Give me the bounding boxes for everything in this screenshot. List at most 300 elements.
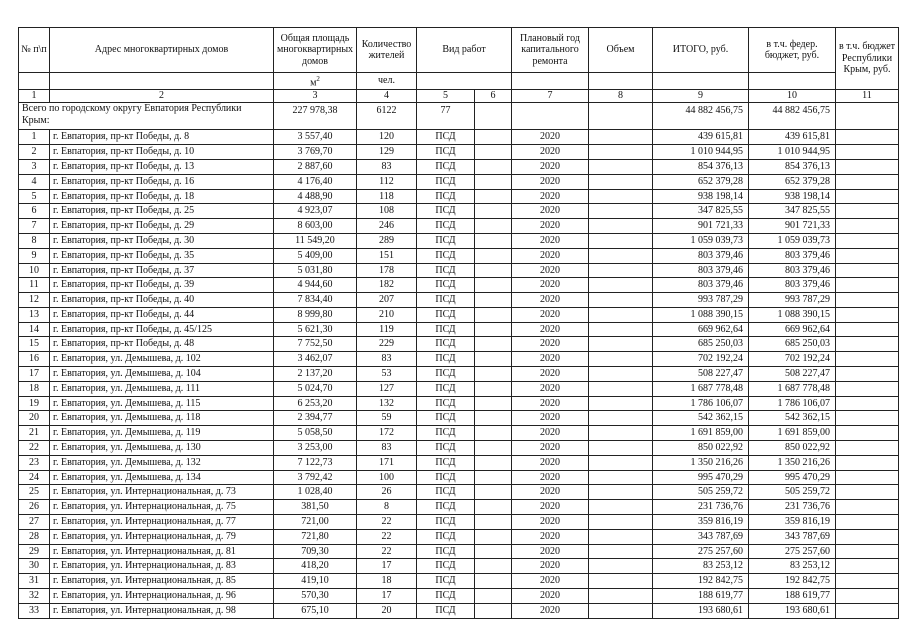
row-total: 850 022,92 [653,441,749,456]
row-number: 20 [19,411,50,426]
row-federal: 359 816,19 [749,515,836,530]
row-total: 1 010 944,95 [653,145,749,160]
row-number: 8 [19,233,50,248]
total-area: 227 978,38 [274,103,357,130]
row-year: 2020 [512,130,589,145]
row-work-type: ПСД [417,293,475,308]
row-year: 2020 [512,559,589,574]
row-area: 721,80 [274,529,357,544]
row-total: 1 786 106,07 [653,396,749,411]
header-federal: в т.ч. федер. бюджет, руб. [749,28,836,73]
row-area: 709,30 [274,544,357,559]
total-federal: 44 882 456,75 [749,103,836,130]
row-area: 4 923,07 [274,204,357,219]
row-federal: 1 010 944,95 [749,145,836,160]
row-number: 31 [19,574,50,589]
column-number: 4 [357,90,417,103]
row-work-type: ПСД [417,441,475,456]
row-total: 1 691 859,00 [653,426,749,441]
column-number: 7 [512,90,589,103]
row-work-type: ПСД [417,589,475,604]
row-number: 7 [19,219,50,234]
row-work-type: ПСД [417,204,475,219]
row-residents: 229 [357,337,417,352]
table-row [19,411,899,426]
row-total: 669 962,64 [653,322,749,337]
row-residents: 83 [357,352,417,367]
row-address: г. Евпатория, ул. Интернациональная, д. 83 [50,559,274,574]
row-federal: 275 257,60 [749,544,836,559]
row-federal: 1 088 390,15 [749,307,836,322]
row-residents: 17 [357,589,417,604]
header-year: Плановый год капитального ремонта [512,28,589,73]
row-number: 3 [19,159,50,174]
row-year: 2020 [512,381,589,396]
row-number: 1 [19,130,50,145]
row-total: 439 615,81 [653,130,749,145]
total-label: Всего по городскому округу Евпатория Республики Крым: [19,103,274,130]
row-address: г. Евпатория, ул. Демышева, д. 132 [50,455,274,470]
row-number: 26 [19,500,50,515]
row-year: 2020 [512,529,589,544]
row-area: 7 752,50 [274,337,357,352]
table-row [19,470,899,485]
table-row [19,441,899,456]
row-address: г. Евпатория, пр-кт Победы, д. 16 [50,174,274,189]
column-number: 8 [589,90,653,103]
row-federal: 1 350 216,26 [749,455,836,470]
row-number: 33 [19,603,50,618]
row-total: 343 787,69 [653,529,749,544]
row-residents: 22 [357,544,417,559]
table-row [19,544,899,559]
row-year: 2020 [512,322,589,337]
row-area: 419,10 [274,574,357,589]
row-number: 13 [19,307,50,322]
table-row [19,307,899,322]
total-row [19,103,899,130]
row-year: 2020 [512,411,589,426]
row-federal: 192 842,75 [749,574,836,589]
row-address: г. Евпатория, ул. Демышева, д. 119 [50,426,274,441]
row-year: 2020 [512,589,589,604]
row-number: 6 [19,204,50,219]
row-area: 3 557,40 [274,130,357,145]
row-number: 21 [19,426,50,441]
table-row [19,248,899,263]
row-address: г. Евпатория, ул. Демышева, д. 134 [50,470,274,485]
row-number: 17 [19,367,50,382]
row-residents: 112 [357,174,417,189]
table-row [19,500,899,515]
table-row [19,219,899,234]
row-federal: 83 253,12 [749,559,836,574]
row-work-type: ПСД [417,544,475,559]
column-number: 2 [50,90,274,103]
row-work-type: ПСД [417,559,475,574]
row-address: г. Евпатория, ул. Демышева, д. 102 [50,352,274,367]
row-work-type: ПСД [417,396,475,411]
row-federal: 993 787,29 [749,293,836,308]
row-total: 188 619,77 [653,589,749,604]
row-area: 5 621,30 [274,322,357,337]
row-work-type: ПСД [417,278,475,293]
row-residents: 53 [357,367,417,382]
column-number: 11 [836,90,899,103]
row-residents: 119 [357,322,417,337]
row-total: 1 350 216,26 [653,455,749,470]
row-work-type: ПСД [417,381,475,396]
housing-repair-table [18,27,899,619]
row-year: 2020 [512,441,589,456]
row-work-type: ПСД [417,189,475,204]
table-row [19,174,899,189]
row-address: г. Евпатория, ул. Интернациональная, д. 73 [50,485,274,500]
table-row [19,603,899,618]
row-federal: 505 259,72 [749,485,836,500]
row-address: г. Евпатория, пр-кт Победы, д. 45/125 [50,322,274,337]
column-number: 6 [475,90,512,103]
row-number: 9 [19,248,50,263]
table-row [19,426,899,441]
row-year: 2020 [512,307,589,322]
column-number: 9 [653,90,749,103]
row-area: 3 769,70 [274,145,357,160]
row-number: 25 [19,485,50,500]
row-number: 32 [19,589,50,604]
row-work-type: ПСД [417,411,475,426]
total-sum: 44 882 456,75 [653,103,749,130]
row-residents: 289 [357,233,417,248]
table-row [19,396,899,411]
row-address: г. Евпатория, ул. Интернациональная, д. 81 [50,544,274,559]
row-number: 29 [19,544,50,559]
total-residents: 6122 [357,103,417,130]
row-area: 7 122,73 [274,455,357,470]
row-federal: 901 721,33 [749,219,836,234]
row-area: 8 603,00 [274,219,357,234]
table-row [19,204,899,219]
row-address: г. Евпатория, ул. Демышева, д. 130 [50,441,274,456]
table-row [19,529,899,544]
header-residents: Количество жителей [357,28,417,73]
row-area: 2 887,60 [274,159,357,174]
row-area: 8 999,80 [274,307,357,322]
table-row [19,293,899,308]
row-residents: 120 [357,130,417,145]
row-federal: 803 379,46 [749,278,836,293]
row-area: 1 028,40 [274,485,357,500]
row-area: 418,20 [274,559,357,574]
table-row [19,381,899,396]
header-work-type: Вид работ [417,28,512,73]
unit-area: $м^2$ [274,73,357,90]
row-address: г. Евпатория, ул. Интернациональная, д. 75 [50,500,274,515]
row-number: 28 [19,529,50,544]
row-work-type: ПСД [417,145,475,160]
row-residents: 151 [357,248,417,263]
row-year: 2020 [512,603,589,618]
row-total: 359 816,19 [653,515,749,530]
row-number: 27 [19,515,50,530]
row-address: г. Евпатория, ул. Интернациональная, д. 77 [50,515,274,530]
row-address: г. Евпатория, пр-кт Победы, д. 40 [50,293,274,308]
row-total: 193 680,61 [653,603,749,618]
row-federal: 1 786 106,07 [749,396,836,411]
row-number: 14 [19,322,50,337]
row-area: 3 253,00 [274,441,357,456]
row-area: 4 944,60 [274,278,357,293]
table-row [19,352,899,367]
row-residents: 127 [357,381,417,396]
row-number: 23 [19,455,50,470]
row-residents: 22 [357,529,417,544]
row-federal: 669 962,64 [749,322,836,337]
table-row [19,159,899,174]
row-address: г. Евпатория, пр-кт Победы, д. 44 [50,307,274,322]
row-residents: 172 [357,426,417,441]
row-total: 803 379,46 [653,263,749,278]
row-year: 2020 [512,515,589,530]
row-total: 275 257,60 [653,544,749,559]
column-numbers-row [19,90,899,103]
row-area: 3 792,42 [274,470,357,485]
row-address: г. Евпатория, пр-кт Победы, д. 13 [50,159,274,174]
row-residents: 22 [357,515,417,530]
row-number: 24 [19,470,50,485]
row-total: 231 736,76 [653,500,749,515]
row-address: г. Евпатория, ул. Демышева, д. 115 [50,396,274,411]
row-address: г. Евпатория, ул. Демышева, д. 111 [50,381,274,396]
row-work-type: ПСД [417,248,475,263]
row-total: 1 059 039,73 [653,233,749,248]
row-federal: 508 227,47 [749,367,836,382]
row-number: 18 [19,381,50,396]
row-year: 2020 [512,189,589,204]
units-row [19,73,899,90]
row-total: 1 088 390,15 [653,307,749,322]
row-total: 803 379,46 [653,248,749,263]
row-federal: 938 198,14 [749,189,836,204]
row-residents: 108 [357,204,417,219]
row-work-type: ПСД [417,307,475,322]
row-year: 2020 [512,248,589,263]
column-number: 10 [749,90,836,103]
column-number: 5 [417,90,475,103]
row-address: г. Евпатория, ул. Интернациональная, д. 96 [50,589,274,604]
row-work-type: ПСД [417,603,475,618]
row-address: г. Евпатория, ул. Интернациональная, д. 79 [50,529,274,544]
row-address: г. Евпатория, ул. Интернациональная, д. 85 [50,574,274,589]
row-work-type: ПСД [417,500,475,515]
row-federal: 343 787,69 [749,529,836,544]
header-total: ИТОГО, руб. [653,28,749,73]
row-work-type: ПСД [417,322,475,337]
row-year: 2020 [512,145,589,160]
row-total: 803 379,46 [653,278,749,293]
row-residents: 132 [357,396,417,411]
row-work-type: ПСД [417,263,475,278]
row-year: 2020 [512,426,589,441]
row-address: г. Евпатория, ул. Демышева, д. 118 [50,411,274,426]
row-total: 652 379,28 [653,174,749,189]
table-row [19,278,899,293]
row-number: 11 [19,278,50,293]
row-address: г. Евпатория, ул. Интернациональная, д. 98 [50,603,274,618]
row-number: 30 [19,559,50,574]
row-residents: 59 [357,411,417,426]
column-number: 1 [19,90,50,103]
row-year: 2020 [512,233,589,248]
header-crimea: в т.ч. бюджет Республики Крым, руб. [836,28,899,90]
row-residents: 83 [357,159,417,174]
row-address: г. Евпатория, пр-кт Победы, д. 10 [50,145,274,160]
row-year: 2020 [512,293,589,308]
row-number: 15 [19,337,50,352]
row-total: 993 787,29 [653,293,749,308]
row-year: 2020 [512,470,589,485]
table-row [19,337,899,352]
row-work-type: ПСД [417,352,475,367]
row-total: 1 687 778,48 [653,381,749,396]
header-row [19,28,899,73]
row-total: 995 470,29 [653,470,749,485]
row-work-type: ПСД [417,159,475,174]
row-area: 721,00 [274,515,357,530]
table-row [19,145,899,160]
row-year: 2020 [512,396,589,411]
row-number: 16 [19,352,50,367]
row-work-type: ПСД [417,455,475,470]
row-federal: 347 825,55 [749,204,836,219]
row-year: 2020 [512,174,589,189]
row-year: 2020 [512,352,589,367]
row-year: 2020 [512,278,589,293]
row-federal: 439 615,81 [749,130,836,145]
row-residents: 100 [357,470,417,485]
row-residents: 118 [357,189,417,204]
row-area: 7 834,40 [274,293,357,308]
row-area: 6 253,20 [274,396,357,411]
row-federal: 995 470,29 [749,470,836,485]
row-work-type: ПСД [417,174,475,189]
row-total: 542 362,15 [653,411,749,426]
row-federal: 803 379,46 [749,263,836,278]
row-year: 2020 [512,337,589,352]
row-work-type: ПСД [417,529,475,544]
row-year: 2020 [512,455,589,470]
row-address: г. Евпатория, пр-кт Победы, д. 25 [50,204,274,219]
row-address: г. Евпатория, пр-кт Победы, д. 39 [50,278,274,293]
row-address: г. Евпатория, пр-кт Победы, д. 29 [50,219,274,234]
row-work-type: ПСД [417,367,475,382]
row-area: 570,30 [274,589,357,604]
row-area: 5 031,80 [274,263,357,278]
row-area: 4 176,40 [274,174,357,189]
header-address: Адрес многоквартирных домов [50,28,274,73]
row-residents: 18 [357,574,417,589]
row-residents: 17 [357,559,417,574]
row-year: 2020 [512,544,589,559]
row-residents: 178 [357,263,417,278]
row-residents: 207 [357,293,417,308]
row-federal: 854 376,13 [749,159,836,174]
row-total: 192 842,75 [653,574,749,589]
row-address: г. Евпатория, пр-кт Победы, д. 18 [50,189,274,204]
row-area: 381,50 [274,500,357,515]
table-row [19,574,899,589]
row-total: 505 259,72 [653,485,749,500]
row-year: 2020 [512,159,589,174]
row-total: 938 198,14 [653,189,749,204]
row-total: 83 253,12 [653,559,749,574]
row-residents: 246 [357,219,417,234]
row-residents: 171 [357,455,417,470]
table-row [19,130,899,145]
row-federal: 193 680,61 [749,603,836,618]
row-federal: 188 619,77 [749,589,836,604]
row-address: г. Евпатория, пр-кт Победы, д. 37 [50,263,274,278]
row-total: 347 825,55 [653,204,749,219]
row-federal: 850 022,92 [749,441,836,456]
table-row [19,233,899,248]
row-federal: 1 687 778,48 [749,381,836,396]
row-address: г. Евпатория, пр-кт Победы, д. 35 [50,248,274,263]
row-total: 854 376,13 [653,159,749,174]
row-federal: 542 362,15 [749,411,836,426]
row-residents: 26 [357,485,417,500]
row-area: 11 549,20 [274,233,357,248]
row-federal: 652 379,28 [749,174,836,189]
row-federal: 702 192,24 [749,352,836,367]
row-area: 5 024,70 [274,381,357,396]
table-row [19,189,899,204]
row-number: 22 [19,441,50,456]
row-residents: 20 [357,603,417,618]
row-area: 3 462,07 [274,352,357,367]
row-year: 2020 [512,485,589,500]
row-area: 4 488,90 [274,189,357,204]
header-area: Общая площадь многоквартирных домов [274,28,357,73]
document-page [18,27,896,619]
row-residents: 83 [357,441,417,456]
row-number: 4 [19,174,50,189]
row-federal: 1 059 039,73 [749,233,836,248]
table-row [19,322,899,337]
row-number: 5 [19,189,50,204]
table-row [19,515,899,530]
row-total: 685 250,03 [653,337,749,352]
table-row [19,485,899,500]
row-address: г. Евпатория, пр-кт Победы, д. 8 [50,130,274,145]
row-year: 2020 [512,263,589,278]
row-year: 2020 [512,219,589,234]
row-area: 2 137,20 [274,367,357,382]
table-row [19,367,899,382]
row-work-type: ПСД [417,219,475,234]
row-total: 508 227,47 [653,367,749,382]
row-federal: 803 379,46 [749,248,836,263]
row-residents: 210 [357,307,417,322]
row-work-type: ПСД [417,574,475,589]
row-area: 5 058,50 [274,426,357,441]
row-address: г. Евпатория, пр-кт Победы, д. 30 [50,233,274,248]
row-year: 2020 [512,574,589,589]
row-federal: 685 250,03 [749,337,836,352]
header-volume: Объем [589,28,653,73]
row-year: 2020 [512,500,589,515]
unit-residents: чел. [357,73,417,90]
